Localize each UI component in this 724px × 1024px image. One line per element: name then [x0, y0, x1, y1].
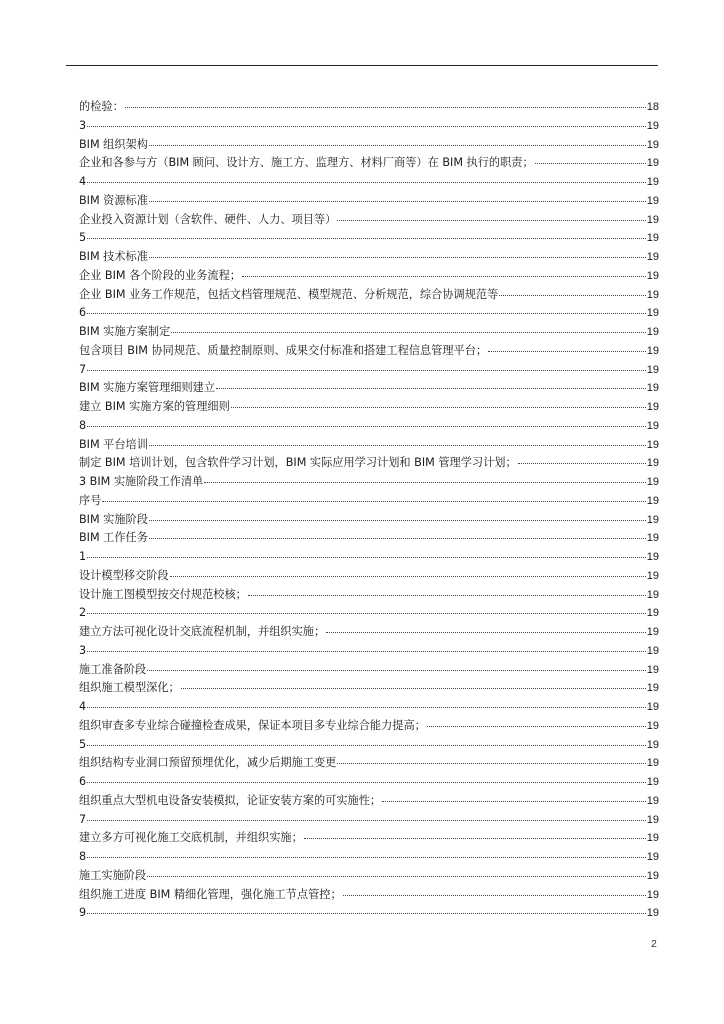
- toc-entry-title: 4: [79, 175, 87, 188]
- toc-entry-page: 19: [646, 213, 659, 226]
- dot-leader: [87, 745, 646, 746]
- toc-entry[interactable]: [79, 548, 659, 567]
- toc-entry-page: 19: [646, 757, 659, 770]
- toc-entry-page: 19: [646, 457, 659, 470]
- toc-entry-title: 8: [79, 850, 87, 863]
- dot-leader: [87, 313, 646, 314]
- toc-entry-title: BIM 实施方案制定: [79, 325, 171, 338]
- dot-leader: [87, 782, 646, 783]
- dot-leader: [337, 763, 645, 764]
- toc-entry-title: 施工实施阶段: [79, 868, 147, 882]
- toc-entry[interactable]: [79, 661, 659, 680]
- dot-leader: [488, 351, 646, 352]
- dot-leader: [87, 857, 646, 858]
- toc-entry[interactable]: [79, 604, 659, 623]
- dot-leader: [149, 520, 646, 521]
- dot-leader: [427, 726, 646, 727]
- dot-leader: [87, 913, 646, 914]
- toc-entry-page: 19: [646, 344, 659, 357]
- dot-leader: [149, 201, 646, 202]
- dot-leader: [337, 220, 645, 221]
- dot-leader: [382, 801, 646, 802]
- dot-leader: [171, 332, 645, 333]
- toc-entry-title: 3: [79, 118, 87, 132]
- toc-entry[interactable]: [79, 792, 659, 811]
- toc-entry-title: 制定 BIM 培训计划，包含软件学习计划，BIM 实际应用学习计划和 BIM 管理学习计划；: [79, 456, 517, 470]
- toc-entry[interactable]: [79, 192, 659, 211]
- toc-entry-page: 19: [646, 719, 659, 732]
- dot-leader: [204, 482, 645, 483]
- toc-entry-title: BIM 技术标准: [79, 250, 148, 263]
- toc-entry[interactable]: [79, 904, 659, 923]
- toc-entry[interactable]: [79, 867, 659, 886]
- toc-entry-title: BIM 实施阶段: [79, 512, 148, 526]
- toc-entry-page: 19: [646, 869, 659, 882]
- dot-leader: [87, 557, 646, 558]
- toc-entry-page: 19: [646, 476, 659, 488]
- toc-entry-title: BIM 组织架构: [79, 137, 148, 151]
- toc-entry-page: 19: [646, 494, 659, 507]
- toc-entry-title: 6: [79, 306, 87, 320]
- toc-entry[interactable]: [79, 417, 659, 436]
- toc-entry-title: 包含项目 BIM 协同规范、质量控制原则、成果交付标准和搭建工程信息管理平台；: [79, 343, 488, 357]
- dot-leader: [518, 463, 646, 464]
- toc-entry[interactable]: [79, 811, 659, 830]
- toc-entry-page: 19: [646, 626, 659, 638]
- toc-entry-page: 19: [646, 832, 659, 845]
- toc-entry-page: 19: [646, 251, 659, 263]
- toc-entry-page: 18: [646, 101, 659, 113]
- toc-entry-page: 19: [646, 176, 659, 188]
- toc-entry[interactable]: [79, 698, 659, 717]
- toc-entry-page: 19: [646, 607, 659, 620]
- dot-leader: [125, 107, 646, 108]
- toc-entry[interactable]: [79, 567, 659, 586]
- toc-entry[interactable]: [79, 229, 659, 248]
- toc-entry[interactable]: [79, 286, 659, 305]
- dot-leader: [242, 276, 646, 277]
- toc-entry-page: 19: [646, 682, 659, 695]
- toc-entry-title: 企业 BIM 各个阶段的业务流程；: [79, 268, 241, 282]
- toc-entry-title: 组织审查多专业综合碰撞检查成果，保证本项目多专业综合能力提高；: [79, 718, 426, 732]
- toc-entry-page: 19: [646, 363, 659, 376]
- dot-leader: [87, 613, 646, 614]
- toc-entry[interactable]: [79, 248, 659, 267]
- toc-entry[interactable]: [79, 304, 659, 323]
- toc-entry[interactable]: [79, 117, 659, 136]
- dot-leader: [149, 257, 646, 258]
- dot-leader: [149, 538, 646, 539]
- toc-entry[interactable]: [79, 848, 659, 867]
- toc-entry-page: 19: [646, 907, 659, 920]
- dot-leader: [231, 407, 646, 408]
- dot-leader: [87, 370, 646, 371]
- toc-entry-page: 19: [646, 513, 659, 526]
- toc-entry[interactable]: [79, 492, 659, 511]
- dot-leader: [170, 576, 646, 577]
- toc-entry-title: BIM 工作任务: [79, 531, 148, 545]
- toc-entry-title: BIM 实施方案管理细则建立: [79, 381, 216, 395]
- toc-entry-page: 19: [646, 288, 659, 301]
- dot-leader: [499, 295, 645, 296]
- toc-entry-page: 19: [646, 232, 659, 245]
- toc-entry-title: 4: [79, 700, 87, 713]
- toc-entry-page: 19: [646, 776, 659, 788]
- toc-entry[interactable]: [79, 454, 659, 473]
- toc-entry[interactable]: [79, 323, 659, 342]
- toc-entry-title: 施工准备阶段: [79, 662, 147, 676]
- toc-entry-title: 3: [79, 643, 87, 657]
- toc-entry[interactable]: [79, 586, 659, 605]
- toc-entry[interactable]: [79, 754, 659, 773]
- dot-leader: [87, 820, 646, 821]
- toc-entry-page: 19: [646, 701, 659, 713]
- toc-entry[interactable]: [79, 886, 659, 905]
- toc-entry[interactable]: [79, 173, 659, 192]
- toc-entry-title: 1: [79, 550, 87, 563]
- dot-leader: [216, 388, 646, 389]
- toc-entry-title: 建立多方可视化施工交底机制，并组织实施；: [79, 831, 303, 845]
- toc-entry-title: 序号: [79, 493, 102, 507]
- toc-entry[interactable]: [79, 679, 659, 698]
- toc-entry-page: 19: [646, 326, 659, 338]
- toc-entry[interactable]: [79, 136, 659, 155]
- toc-entry-page: 19: [646, 532, 659, 545]
- toc-entry-page: 19: [646, 813, 659, 826]
- dot-leader: [147, 670, 646, 671]
- dot-leader: [87, 238, 646, 239]
- toc-entry-title: 企业 BIM 业务工作规范，包括文档管理规范、模型规范、分析规范，综合协调规范等: [79, 287, 499, 301]
- toc-entry[interactable]: [79, 267, 659, 286]
- toc-entry[interactable]: [79, 642, 659, 661]
- toc-entry-title: 的检验：: [79, 100, 124, 113]
- toc-entry-title: 2: [79, 606, 87, 620]
- toc-entry[interactable]: [79, 736, 659, 755]
- toc-entry-page: 19: [646, 382, 659, 395]
- header-rule: [66, 65, 658, 66]
- toc-entry-page: 19: [646, 401, 659, 413]
- toc-entry-title: 组织施工进度 BIM 精细化管理，强化施工节点管控；: [79, 887, 342, 901]
- toc-entry[interactable]: [79, 361, 659, 380]
- toc-entry-page: 19: [646, 419, 659, 432]
- toc-entry-page: 19: [646, 138, 659, 151]
- toc-entry-page: 19: [646, 569, 659, 582]
- toc-entry[interactable]: [79, 98, 659, 117]
- dot-leader: [87, 651, 646, 652]
- toc-entry-title: 6: [79, 775, 87, 788]
- table-of-contents: [79, 98, 659, 923]
- toc-entry-title: 设计施工图模型按交付规范校核；: [79, 587, 247, 601]
- toc-entry-title: 企业投入资源计划（含软件、硬件、人力、项目等）: [79, 212, 337, 226]
- toc-entry[interactable]: [79, 829, 659, 848]
- toc-entry-page: 19: [646, 438, 659, 451]
- toc-entry[interactable]: [79, 436, 659, 455]
- toc-entry-title: 建立 BIM 实施方案的管理细则: [79, 400, 230, 413]
- toc-entry[interactable]: [79, 511, 659, 530]
- toc-entry-title: 8: [79, 418, 87, 432]
- dot-leader: [149, 445, 646, 446]
- toc-entry-title: 7: [79, 362, 87, 376]
- dot-leader: [87, 707, 646, 708]
- toc-entry-title: BIM 资源标准: [79, 193, 148, 207]
- toc-entry[interactable]: [79, 473, 659, 492]
- dot-leader: [87, 426, 646, 427]
- dot-leader: [87, 126, 646, 127]
- toc-entry-page: 19: [646, 194, 659, 207]
- dot-leader: [149, 145, 646, 146]
- toc-entry-page: 19: [646, 644, 659, 657]
- toc-entry-page: 19: [646, 888, 659, 901]
- toc-entry[interactable]: [79, 379, 659, 398]
- page-number: 2: [651, 938, 657, 950]
- toc-entry[interactable]: [79, 773, 659, 792]
- dot-leader: [248, 595, 646, 596]
- toc-entry-page: 19: [646, 663, 659, 676]
- dot-leader: [326, 632, 646, 633]
- toc-entry-title: 组织结构专业洞口预留预埋优化，减少后期施工变更: [79, 756, 337, 770]
- toc-entry-page: 19: [646, 551, 659, 563]
- toc-entry-title: 7: [79, 812, 87, 826]
- dot-leader: [343, 895, 646, 896]
- toc-entry[interactable]: [79, 211, 659, 230]
- toc-entry-title: 设计模型移交阶段: [79, 568, 169, 582]
- toc-entry-page: 19: [646, 588, 659, 601]
- toc-entry-page: 19: [646, 307, 659, 320]
- toc-entry-title: 9: [79, 906, 87, 920]
- dot-leader: [102, 501, 645, 502]
- toc-entry-title: 组织重点大型机电设备安装模拟，论证安装方案的可实施性；: [79, 793, 382, 807]
- toc-entry-page: 19: [646, 157, 659, 170]
- toc-entry-page: 19: [646, 851, 659, 863]
- toc-entry-title: 建立方法可视化设计交底流程机制，并组织实施；: [79, 625, 326, 638]
- toc-entry-page: 19: [646, 119, 659, 132]
- toc-entry-title: 组织施工模型深化；: [79, 681, 180, 695]
- toc-entry[interactable]: [79, 398, 659, 417]
- dot-leader: [147, 876, 646, 877]
- toc-entry-page: 19: [646, 269, 659, 282]
- toc-entry-page: 19: [646, 738, 659, 751]
- dot-leader: [181, 688, 646, 689]
- dot-leader: [87, 182, 646, 183]
- toc-entry-page: 19: [646, 794, 659, 807]
- toc-entry-title: 企业和各参与方（BIM 顾问、设计方、施工方、监理方、材料厂商等）在 BIM 执行的职责；: [79, 156, 534, 170]
- toc-entry[interactable]: [79, 529, 659, 548]
- toc-entry-title: 5: [79, 737, 87, 751]
- dot-leader: [535, 163, 646, 164]
- toc-entry[interactable]: [79, 717, 659, 736]
- dot-leader: [304, 838, 646, 839]
- toc-entry[interactable]: [79, 154, 659, 173]
- toc-entry[interactable]: [79, 623, 659, 642]
- toc-entry[interactable]: [79, 342, 659, 361]
- toc-entry-title: 3 BIM 实施阶段工作清单: [79, 475, 204, 488]
- toc-entry-title: 5: [79, 231, 87, 245]
- toc-entry-title: BIM 平台培训: [79, 437, 148, 451]
